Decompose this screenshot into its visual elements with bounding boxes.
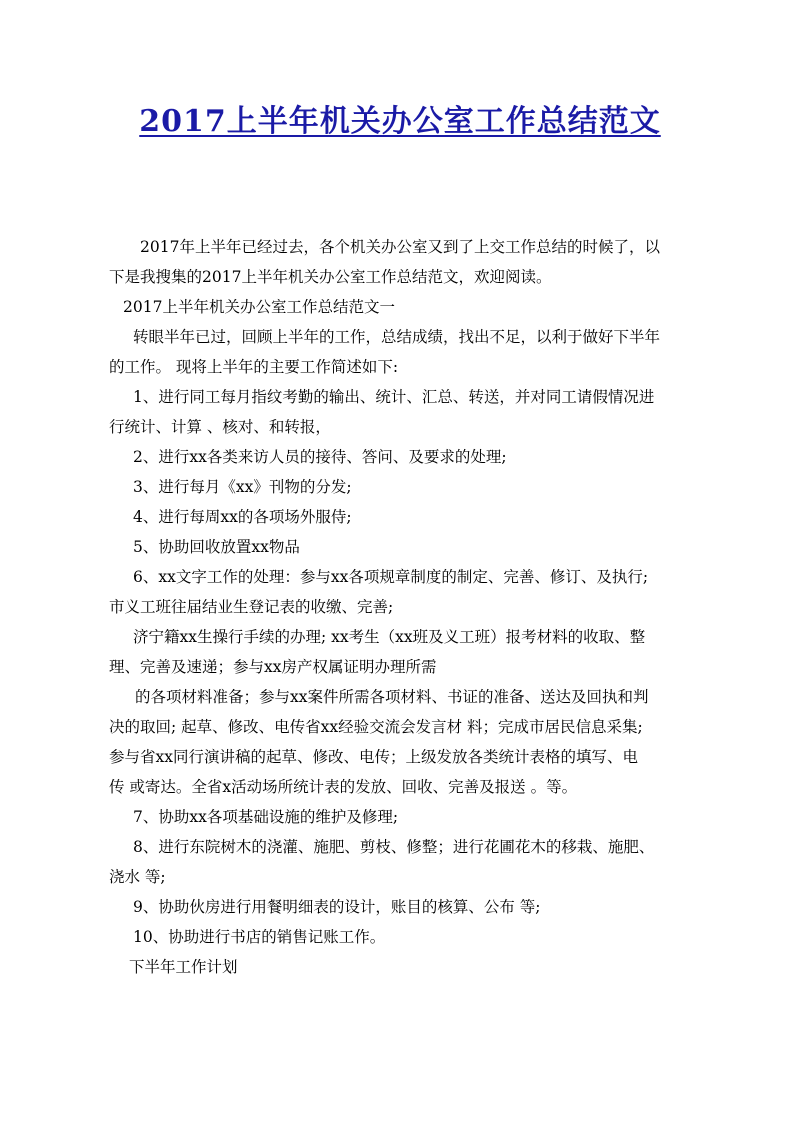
list-item: 参与省xx同行演讲稿的起草、修改、电传；上级发放各类统计表格的填写、电	[109, 748, 638, 766]
section-heading: 2017上半年机关办公室工作总结范文一	[123, 298, 395, 316]
paragraph-line: 的工作。 现将上半年的主要工作简述如下:	[109, 358, 399, 376]
paragraph-line: 下是我搜集的2017上半年机关办公室工作总结范文，欢迎阅读。	[109, 268, 552, 286]
list-item: 市义工班往届结业生登记表的收缴、完善;	[109, 598, 394, 616]
document-body	[109, 232, 695, 982]
list-item: 10、协助进行书店的销售记账工作。	[133, 928, 386, 946]
list-item: 7、协助xx各项基础设施的维护及修理;	[133, 808, 399, 826]
document-title: 2017上半年机关办公室工作总结范文	[139, 104, 661, 139]
list-item: 决的取回; 起草、修改、电传省xx经验交流会发言材 料；完成市居民信息采集;	[109, 718, 643, 736]
list-item: 行统计、计算 、核对、和转报，	[109, 418, 331, 436]
list-item: 4、进行每周xx的各项场外服侍;	[133, 508, 352, 526]
list-item: 理、完善及速递；参与xx房产权属证明办理所需	[109, 658, 437, 676]
paragraph-line: 转眼半年已过，回顾上半年的工作，总结成绩，找出不足，以利于做好下半年	[133, 328, 661, 346]
list-item: 济宁籍xx生操行手续的办理; xx考生（xx班及义工班）报考材料的收取、整	[133, 628, 646, 646]
list-item: 的各项材料准备；参与xx案件所需各项材料、书证的准备、送达及回执和判	[135, 688, 649, 706]
list-item: 9、协助伙房进行用餐明细表的设计，账目的核算、公布 等;	[133, 898, 541, 916]
list-item: 传 或寄达。全省x活动场所统计表的发放、回收、完善及报送 。等。	[109, 778, 578, 796]
list-item: 浇水 等;	[109, 868, 166, 886]
list-item: 2、进行xx各类来访人员的接待、答问、及要求的处理;	[133, 448, 507, 466]
list-item: 5、协助回收放置xx物品	[133, 538, 300, 556]
list-item: 8、进行东院树木的浇灌、施肥、剪枝、修整；进行花圃花木的移栽、施肥、	[133, 838, 655, 856]
section-heading: 下半年工作计划	[129, 958, 238, 976]
paragraph-line: 2017年上半年已经过去，各个机关办公室又到了上交工作总结的时候了，以	[140, 238, 660, 256]
list-item: 3、进行每月《xx》刊物的分发;	[133, 478, 352, 496]
list-item: 6、xx文字工作的处理：参与xx各项规章制度的制定、完善、修订、及执行;	[133, 568, 649, 586]
list-item: 1、进行同工每月指纹考勤的输出、统计、汇总、转送，并对同工请假情况进	[133, 388, 655, 406]
